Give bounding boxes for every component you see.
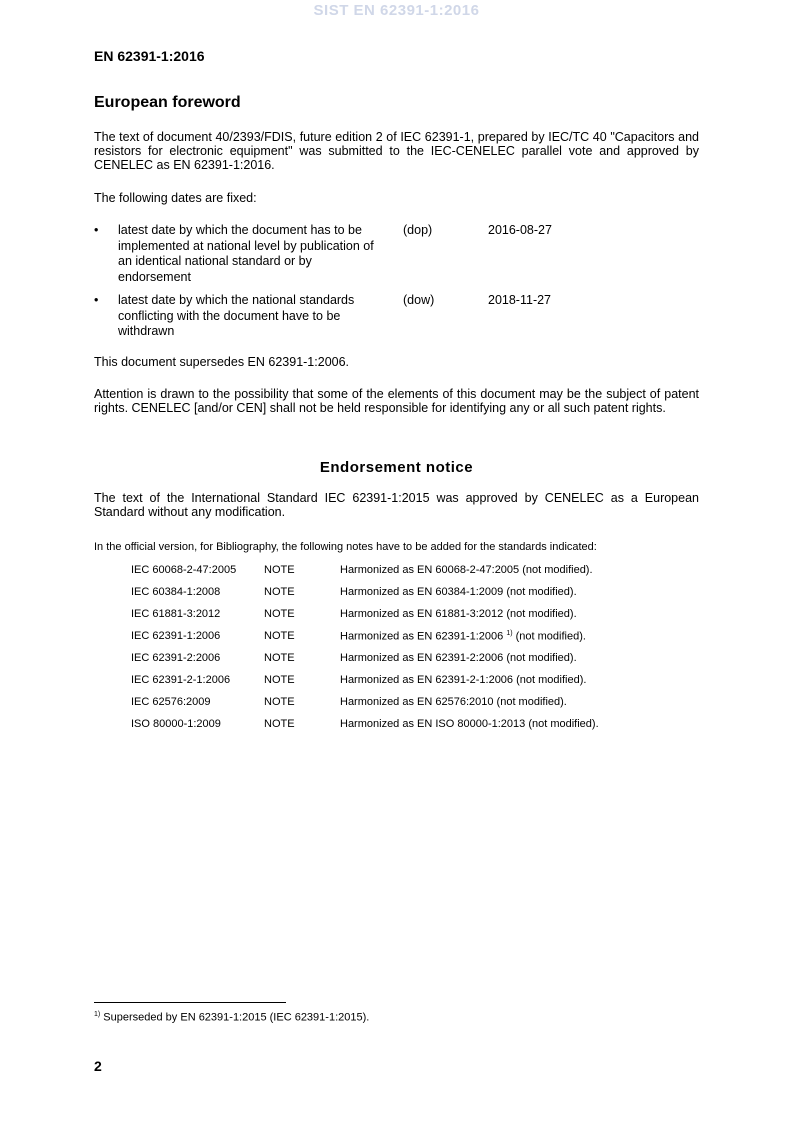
footnote-ref: 1) <box>506 630 513 637</box>
endorsement-text: The text of the International Standard IEC 62391-1:2015 was approved by CENELEC as a European Standard without any modification. <box>94 491 699 519</box>
date-item-text: latest date by which the national standards conflicting with the document have to be withdrawn <box>118 293 355 338</box>
endorsement-heading: Endorsement notice <box>319 459 474 476</box>
note-standard: ISO 80000-1:2009 <box>131 718 221 730</box>
note-label: NOTE <box>264 586 295 598</box>
dates-intro: The following dates are fixed: <box>94 191 257 205</box>
bullet-icon: • <box>94 223 99 237</box>
bibliography-note: In the official version, for Bibliography, the following notes have to be added for the standards indicated: <box>94 541 597 553</box>
foreword-intro: The text of document 40/2393/FDIS, future edition 2 of IEC 62391-1, prepared by IEC/TC 40 "Capacitors and resistors for electronic equipment" was submitted to the IEC-CENELEC parallel vote and approved by CENELEC as EN 62391-1:2016. <box>94 130 699 172</box>
supersedes-text: This document supersedes EN 62391-1:2006. <box>94 355 350 369</box>
note-standard: IEC 60384-1:2008 <box>131 586 221 598</box>
note-label: NOTE <box>264 608 295 620</box>
footnote-marker: 1) <box>94 1011 101 1018</box>
footnote <box>94 1011 369 1024</box>
watermark: SIST EN 62391-1:2016 <box>313 2 480 19</box>
note-label: NOTE <box>264 652 295 664</box>
note-text: Harmonized as EN 60384-1:2009 (not modified). <box>340 586 577 598</box>
bullet-icon: • <box>94 293 99 307</box>
date-item-text: latest date by which the document has to be implemented at national level by publication of an identical national standard or by endorsement <box>118 223 374 284</box>
note-label: NOTE <box>264 718 295 730</box>
date-item-date: 2016-08-27 <box>488 223 552 237</box>
note-standard: IEC 60068-2-47:2005 <box>131 564 237 576</box>
note-standard: IEC 61881-3:2012 <box>131 608 221 620</box>
note-text: Harmonized as EN 62576:2010 (not modified). <box>340 696 567 708</box>
note-text: Harmonized as EN 61881-3:2012 (not modified). <box>340 608 577 620</box>
note-text: Harmonized as EN 62391-2:2006 (not modified). <box>340 652 577 664</box>
note-text-suffix: (not modified). <box>515 630 586 643</box>
date-item-code: (dow) <box>403 293 435 307</box>
page-number: 2 <box>94 1058 102 1074</box>
note-text-main: Harmonized as EN 62391-1:2006 <box>340 630 504 643</box>
note-standard: IEC 62391-1:2006 <box>131 630 221 642</box>
footnote-divider <box>94 1002 286 1003</box>
note-label: NOTE <box>264 630 295 642</box>
note-label: NOTE <box>264 674 295 686</box>
footnote-text: Superseded by EN 62391-1:2015 (IEC 62391-1:2015). <box>103 1011 370 1024</box>
note-label: NOTE <box>264 564 295 576</box>
document-id: EN 62391-1:2016 <box>94 48 205 64</box>
note-text <box>340 630 586 643</box>
note-text: Harmonized as EN 60068-2-47:2005 (not modified). <box>340 564 593 576</box>
note-label: NOTE <box>264 696 295 708</box>
note-standard: IEC 62391-2:2006 <box>131 652 221 664</box>
attention-text: Attention is drawn to the possibility that some of the elements of this document may be the subject of patent rights. CENELEC [and/or CEN] shall not be held responsible for identifying any or all such patent rights. <box>94 387 699 415</box>
note-standard: IEC 62391-2-1:2006 <box>131 674 231 686</box>
note-text: Harmonized as EN 62391-2-1:2006 (not modified). <box>340 674 587 686</box>
note-standard: IEC 62576:2009 <box>131 696 211 708</box>
foreword-heading: European foreword <box>94 94 241 111</box>
date-item-date: 2018-11-27 <box>488 293 552 307</box>
note-text: Harmonized as EN ISO 80000-1:2013 (not modified). <box>340 718 599 730</box>
date-item-code: (dop) <box>403 223 433 237</box>
